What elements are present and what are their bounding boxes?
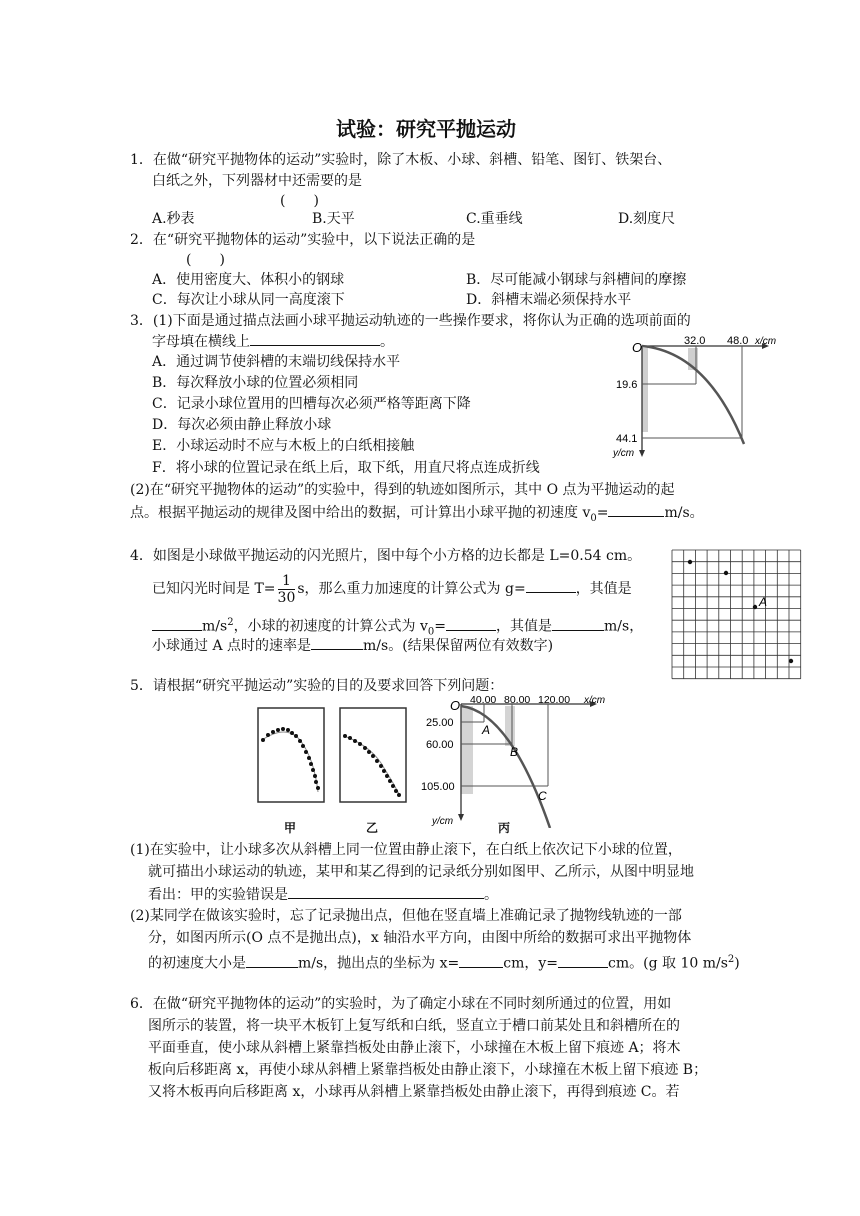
q1-option-b: B.天平 [312, 211, 355, 227]
y-axis-label: y/cm [432, 816, 454, 827]
shade-strip-left [642, 348, 648, 432]
record-dot [298, 739, 302, 743]
point-c-label: C [538, 789, 547, 803]
q3-answer-blank[interactable] [250, 331, 380, 346]
record-dot [397, 793, 401, 797]
q1-option-c: C.重垂线 [466, 211, 523, 227]
x-tick-2: 80.00 [504, 694, 531, 706]
q4-g-value-blank[interactable] [152, 616, 202, 631]
record-dot [358, 742, 362, 746]
record-dot [394, 789, 398, 793]
record-dot [367, 750, 371, 754]
q5-part1-line1: (1)在实验中，让小球多次从斜槽上同一位置由静止滚下，在白纸上依次记下小球的位置， [130, 842, 682, 858]
q4-line3: $m/s^2$，小球的初速度的计算公式为 $v_0=$ ，其值是 m/s， [152, 613, 643, 642]
period-fraction: $\frac{1}{30}$ [277, 572, 296, 606]
q4-va-blank[interactable] [311, 635, 363, 650]
y-axis-arrow-icon [458, 814, 464, 821]
x-tick-1: 32.0 [684, 335, 706, 347]
q2-answer-paren: ( ) [186, 252, 225, 268]
q5-part1-line3: 看出：甲的实验错误是 。 [148, 884, 498, 905]
q5-x-blank[interactable] [459, 953, 503, 968]
record-dot [363, 746, 367, 750]
record-dot [375, 759, 379, 763]
flash-point-a [753, 605, 757, 609]
y-tick-2: 44.1 [616, 433, 638, 445]
q3-option-a: A．通过调节使斜槽的末端切线保持水平 [152, 354, 401, 370]
record-dot [314, 780, 318, 784]
q5-y-blank[interactable] [558, 953, 608, 968]
record-dot [304, 750, 308, 754]
q3-line2: 字母填在横线上 。 [152, 331, 394, 352]
figure-bing-trajectory [420, 692, 620, 828]
y-tick-2: 60.00 [426, 739, 454, 751]
q3-trajectory-figure [612, 332, 792, 462]
q3-part2-line1: (2)在“研究平抛物体的运动”的实验中，得到的轨迹如图所示，其中 O 点为平抛运动的起 [130, 482, 675, 498]
q6-line5: 又将木板再向后移距离 x，小球再从斜槽上紧靠挡板处由静止滚下，再得到痕迹 C。若 [148, 1084, 680, 1100]
q2-option-c: C．每次让小球从同一高度滚下 [152, 292, 345, 308]
q3-part2-line2: 点。根据平抛运动的规律及图中给出的数据，可计算出小球平抛的初速度 $v_0= m/s$。 [130, 502, 704, 529]
q3-option-e: E．小球运动时不应与木板上的白纸相接触 [152, 438, 415, 454]
q4-v0-formula-blank[interactable] [446, 616, 496, 631]
record-dot [385, 774, 389, 778]
point-a-label: A [759, 595, 768, 609]
record-dot [353, 739, 357, 743]
y-tick-3: 105.00 [421, 781, 455, 793]
record-dot [391, 784, 395, 788]
q1-line2: 白纸之外，下列器材中还需要的是 [152, 173, 362, 189]
q3-option-b: B．每次释放小球的位置必须相同 [152, 375, 359, 391]
record-dot [379, 764, 383, 768]
grid-lines [672, 550, 801, 679]
q3-option-c: C．记录小球位置用的凹槽每次必须严格等距离下降 [152, 396, 471, 412]
q6-line4: 板向后移距离 x，再使小球从斜槽上紧靠挡板处由静止滚下，小球撞在木板上留下痕迹 B； [148, 1062, 708, 1078]
origin-label: O [632, 340, 643, 355]
q4-line4: 小球通过 A 点时的速率是 m/s。(结果保留两位有效数字) [152, 635, 553, 656]
q1-answer-paren: ( ) [280, 193, 319, 209]
record-dot [311, 768, 315, 772]
shade-strip [461, 706, 473, 794]
q3-option-f: F．将小球的位置记录在纸上后，取下纸，用直尺将点连成折线 [152, 460, 540, 476]
record-dot [388, 779, 392, 783]
record-dot [301, 744, 305, 748]
y-axis-arrow-icon [639, 450, 645, 457]
record-dot [309, 762, 313, 766]
record-dot [271, 730, 275, 734]
record-dot [316, 786, 320, 790]
q4-v0-value-blank[interactable] [552, 616, 604, 631]
record-dot [276, 728, 280, 732]
shade-strip-2 [505, 706, 515, 746]
flash-point-2 [724, 571, 728, 575]
record-dot [307, 756, 311, 760]
y-axis-label: y/cm [613, 448, 635, 459]
q2-option-b: B．尽可能减小钢球与斜槽间的摩擦 [466, 272, 687, 288]
record-dot [266, 733, 270, 737]
record-dot [343, 734, 347, 738]
record-dot [313, 774, 317, 778]
x-axis-label: x/cm [584, 695, 606, 706]
q4-line2: 已知闪光时间是 T= $\frac{1}{30}$ s，那么重力加速度的计算公式为 g= ，其值是 [152, 572, 632, 606]
q5-line1: 5．请根据“研究平抛运动”实验的目的及要求回答下列问题： [130, 678, 504, 694]
record-dot [371, 754, 375, 758]
x-tick-1: 40.00 [470, 694, 497, 706]
point-b-label: B [510, 745, 519, 759]
record-dot [286, 728, 290, 732]
q6-line1: 6．在做“研究平抛物体的运动”的实验时，为了确定小球在不同时刻所通过的位置，用如 [130, 996, 672, 1012]
figure-yi-record-paper [338, 706, 410, 806]
paper-frame [258, 708, 324, 802]
q1-option-a: A.秒表 [152, 211, 195, 227]
q3-v0-blank[interactable] [608, 502, 664, 517]
record-dot [382, 769, 386, 773]
q1-option-d: D.刻度尺 [618, 211, 676, 227]
q6-line3: 平面垂直，使小球从斜槽上紧靠挡板处由静止滚下，小球撞在木板上留下痕迹 A；将木 [148, 1040, 681, 1056]
q5-part2-line1: (2)某同学在做该实验时，忘了记录抛出点，但他在竖直墙上准确记录了抛物线轨迹的一部 [130, 908, 682, 924]
q3-option-d: D．每次必须由静止释放小球 [152, 417, 332, 433]
flash-point-1 [688, 560, 692, 564]
figure-jia-record-paper [256, 706, 328, 806]
q4-line1: 4．如图是小球做平抛运动的闪光照片，图中每个小方格的边长都是 L=0.54 cm。 [130, 548, 642, 564]
record-dot [294, 734, 298, 738]
record-dot [348, 736, 352, 740]
x-tick-3: 120.00 [538, 694, 571, 706]
q5-jia-error-blank[interactable] [288, 884, 484, 899]
q5-part1-line2: 就可描出小球运动的轨迹，某甲和某乙得到的记录纸分别如图甲、乙所示，从图中明显地 [148, 864, 694, 880]
q1-line1: 1．在做“研究平抛物体的运动”实验时，除了木板、小球、斜槽、铅笔、图钉、铁架台、 [130, 152, 672, 168]
x-tick-2: 48.0 [727, 335, 749, 347]
y-tick-1: 19.6 [616, 379, 638, 391]
y-tick-1: 25.00 [426, 717, 454, 729]
point-a-label: A [482, 723, 491, 737]
q2-option-d: D．斜槽末端必须保持水平 [466, 292, 632, 308]
label-yi: 乙 [366, 821, 379, 835]
q4-g-formula-blank[interactable] [526, 578, 576, 593]
record-dot [281, 727, 285, 731]
q5-part2-line2: 分，如图丙所示(O 点不是抛出点)，x 轴沿水平方向，由图中所给的数据可求出平抛物体 [148, 930, 692, 946]
q5-v0-blank[interactable] [246, 953, 298, 968]
q5-part2-line3: 的初速度大小是 m/s，抛出点的坐标为 x= cm，y= cm。(g 取 10 $m/s^2$) [148, 954, 740, 972]
label-jia: 甲 [284, 821, 297, 835]
record-dot [261, 738, 265, 742]
q3-line1: 3．(1)下面是通过描点法画小球平抛运动轨迹的一些操作要求，将你认为正确的选项前面的 [130, 313, 691, 329]
q4-flash-photo-grid [671, 549, 803, 684]
origin-label: O [450, 698, 461, 713]
label-bing: 丙 [498, 821, 511, 835]
page-title: 试验：研究平抛运动 [336, 117, 516, 141]
q6-line2: 图所示的装置，将一块平木板钉上复写纸和白纸，竖直立于槽口前某处且和斜槽所在的 [148, 1018, 680, 1034]
q2-option-a: A．使用密度大、体积小的钢球 [152, 272, 345, 288]
record-dot [290, 731, 294, 735]
x-axis-label: x/cm [755, 336, 777, 347]
flash-point-4 [789, 659, 793, 663]
q2-line1: 2．在“研究平抛物体的运动”实验中，以下说法正确的是 [130, 232, 476, 248]
